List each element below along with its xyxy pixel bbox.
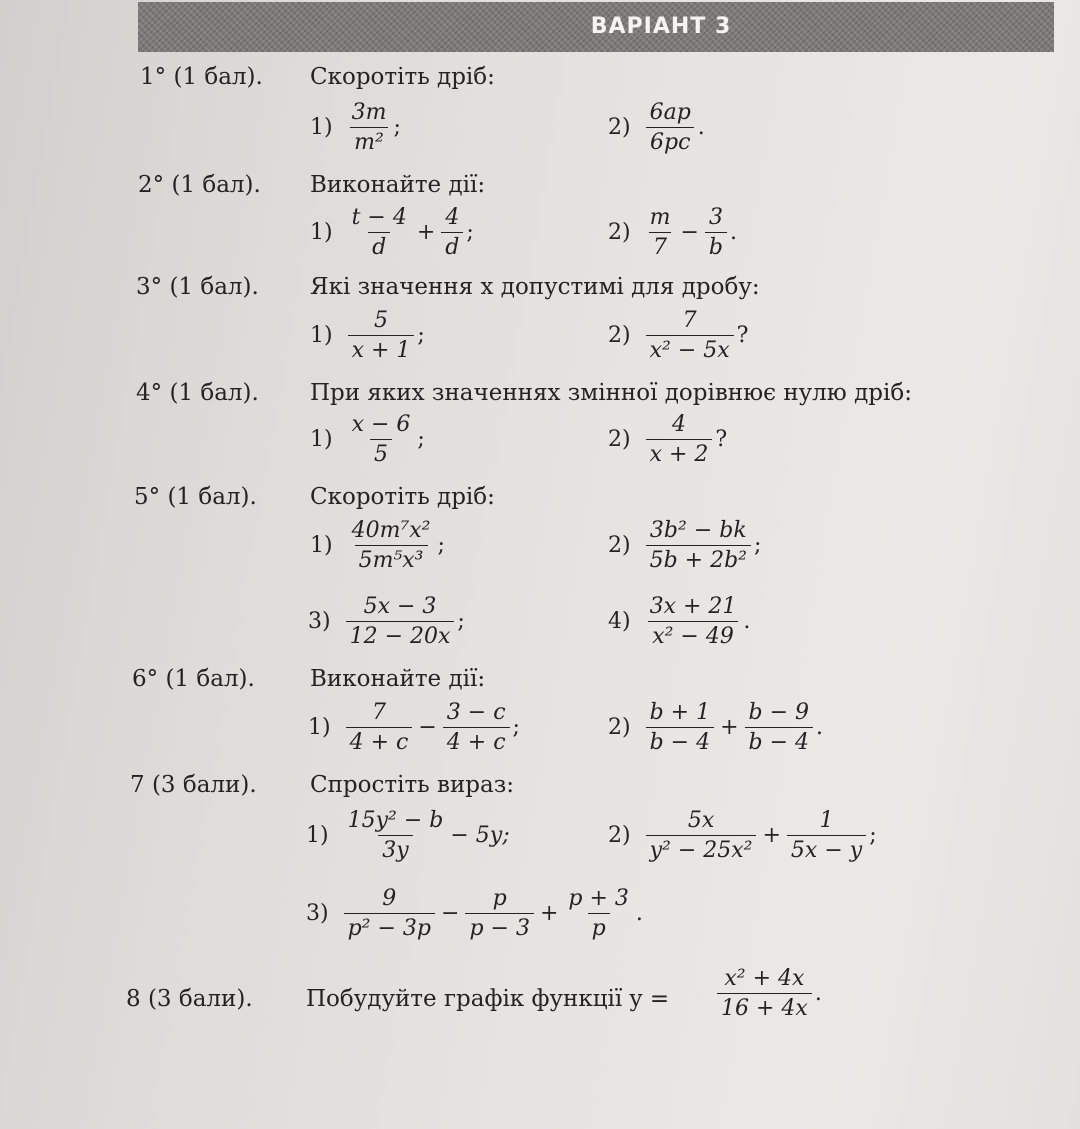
- task-2-item-1: 1) $\frac{t - 4}{d}$ + $\frac{4}{d}$ ;: [310, 205, 474, 260]
- task-1-text: Скоротіть дріб:: [310, 64, 495, 90]
- task-5-item-4: 4) $\frac{3x + 21}{\text{x² − 49}}$ .: [608, 594, 751, 649]
- task-6-text: Виконайте дії:: [310, 666, 486, 692]
- task-3-item-2: 2) $\frac{7}{\text{x² − 5x}}$ ?: [608, 308, 749, 363]
- task-6-item-1: 1) $\frac{7}{4 + c}$ − $\frac{3 - c}{4 + c}$ ;: [308, 700, 520, 755]
- task-4-item-1: 1) $\frac{x - 6}{5}$ ;: [310, 412, 425, 467]
- task-8-text: Побудуйте графік функції y =: [306, 986, 670, 1012]
- task-4-item-2: 2) $\frac{4}{x + 2}$ ?: [608, 412, 728, 467]
- task-7-item-1: 1) $\frac{\text{15y² − b}}{3y}$ − 5y;: [306, 808, 510, 863]
- task-3-label: 3° (1 бал).: [136, 274, 259, 300]
- task-8-function: $\frac{\text{x² + 4x}}{16 + 4x}$ .: [714, 966, 822, 1021]
- task-7-item-2: 2) $\frac{5x}{\text{y² − 25x²}}$ + $\frac{1}{5x - y}$ ;: [608, 808, 877, 863]
- task-4-label: 4° (1 бал).: [136, 380, 259, 406]
- task-2-item-2: 2) $\frac{m}{7}$ − $\frac{3}{b}$ .: [608, 205, 737, 260]
- task-6-item-2: 2) $\frac{b + 1}{b - 4}$ + $\frac{b - 9}{b - 4}$ .: [608, 700, 824, 755]
- task-7-item-3: 3) $\frac{9}{\text{p² − 3p}}$ − $\frac{p}{p - 3}$ + $\frac{p + 3}{p}$ .: [306, 886, 643, 941]
- task-5-item-1: 1) $\frac{\text{40m⁷x²}}{\text{5m⁵x³}}$ ;: [310, 518, 445, 573]
- task-4-text: При яких значеннях змінної дорівнює нулю дріб:: [310, 380, 912, 406]
- task-5-label: 5° (1 бал).: [134, 484, 257, 510]
- task-3-text: Які значення x допустимі для дробу:: [310, 274, 760, 300]
- task-5-item-2: 2) $\frac{\text{3b² − bk}}{\text{5b + 2b²}}$ ;: [608, 518, 762, 573]
- task-5-text: Скоротіть дріб:: [310, 484, 495, 510]
- task-3-item-1: 1) $\frac{5}{x + 1}$ ;: [310, 308, 425, 363]
- task-2-label: 2° (1 бал).: [138, 172, 261, 198]
- task-6-label: 6° (1 бал).: [132, 666, 255, 692]
- task-1-item-1: 1) $\frac{3m}{\text{m²}}$ ;: [310, 100, 401, 155]
- task-1-label: 1° (1 бал).: [140, 64, 263, 90]
- task-1-item-2: 2) $\frac{6ap}{6pc}$ .: [608, 100, 705, 155]
- task-8-label: 8 (3 бали).: [126, 986, 253, 1012]
- variant-banner: [138, 2, 1054, 52]
- task-7-label: 7 (3 бали).: [130, 772, 257, 798]
- task-5-item-3: 3) $\frac{5x - 3}{12 - 20x}$ ;: [308, 594, 465, 649]
- task-2-text: Виконайте дії:: [310, 172, 486, 198]
- variant-title: ВАРІАНТ 3: [590, 14, 732, 39]
- task-7-text: Спростіть вираз:: [310, 772, 515, 798]
